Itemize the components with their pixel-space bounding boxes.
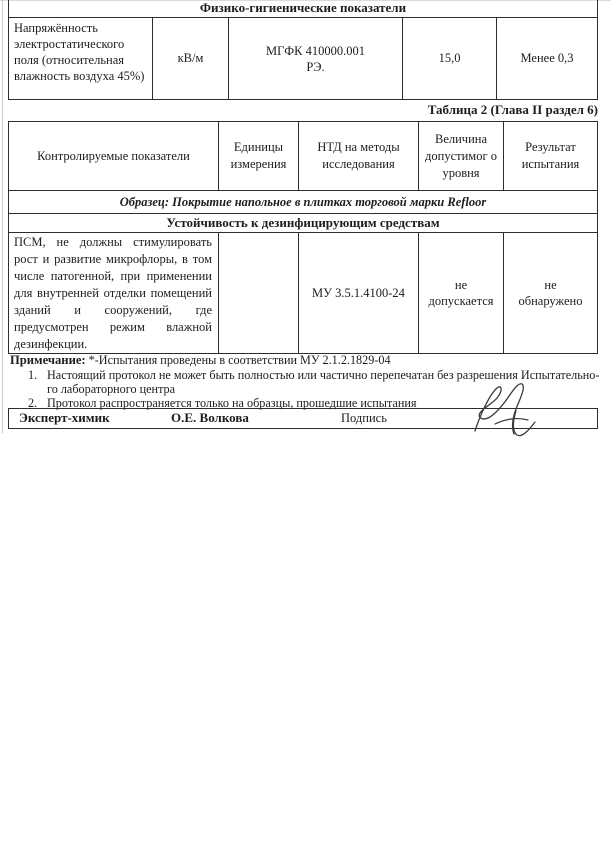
table2-indicator-cell: ПСМ, не должны стимулировать рост и развитие микрофлоры, в том числе патогенной, при применении для внутренней отделки помещений зданий и сооружений, где предусмотрен режим влажной дезинфекции.	[9, 233, 219, 353]
table2-allowed-level-value: не допускается	[428, 278, 494, 308]
scan-edge-left	[2, 0, 3, 433]
table1-method-cell	[229, 18, 403, 99]
table2-header-allowed-level: Величина допустимог о уровня	[419, 122, 504, 190]
table2-allowed-level-cell	[419, 233, 504, 353]
note-item-text: Протокол распространяется только на образцы, прошедшие испытания	[47, 396, 417, 411]
table2-caption: Таблица 2 (Глава II раздел 6)	[427, 102, 598, 117]
note-item-number: 1.	[28, 368, 38, 382]
table2-method-value: МУ 3.5.1.4100-24	[312, 285, 405, 300]
expert-name: О.Е. Волкова	[171, 410, 249, 425]
table2-header-row	[9, 122, 597, 191]
table2-result-cell	[504, 233, 597, 353]
table1-allowed-level-cell	[403, 18, 497, 99]
table2-header-result: Результат испытания	[521, 140, 580, 171]
note-header-text: *-Испытания проведены в соответствии МУ 2.1.2.1829-04	[88, 353, 391, 367]
table2-header-method: НТД на методы исследования	[299, 122, 419, 190]
expert-role-label: Эксперт-химик	[19, 410, 110, 425]
note-item-number: 2.	[28, 396, 38, 411]
table1-unit-value: кВ/м	[177, 51, 204, 65]
table-row	[9, 233, 597, 353]
table-physico-hygienic	[8, 0, 598, 100]
table1-indicator-cell: Напряжённость электростатического поля (относительная влажность воздуха 45%)	[9, 18, 153, 99]
table2-sample-row: Образец: Покрытие напольное в плитках торговой марки Refloor	[9, 191, 597, 214]
table1-result-value: Менее 0,3	[520, 51, 574, 65]
note-header	[10, 352, 604, 368]
table1-result-cell	[497, 18, 597, 99]
table-controlled-indicators	[8, 121, 598, 354]
note-label: Примечание:	[10, 353, 86, 367]
note-item-text: Настоящий протокол не может быть полностью или частично перепечатан без разрешения Испытательно-го лабораторного центра	[47, 368, 600, 396]
table2-result-value: не обнаружено	[518, 278, 583, 308]
signature-icon	[466, 380, 546, 441]
table2-unit-cell	[219, 233, 299, 353]
table2-group-row: Устойчивость к дезинфицирующим средствам	[9, 214, 597, 233]
table2-header-units: Единицы измерения	[219, 122, 299, 190]
table1-section-header: Физико-гигиенические показатели	[9, 0, 597, 18]
table2-method-cell	[299, 233, 419, 353]
table1-allowed-level-value: 15,0	[438, 51, 461, 65]
signature-label: Подпись	[341, 411, 387, 425]
table-row	[9, 18, 597, 99]
table1-method-value: МГФК 410000.001 РЭ.	[265, 43, 366, 74]
table1-unit-cell	[153, 18, 229, 99]
table2-header-indicators: Контролируемые показатели	[9, 122, 219, 190]
